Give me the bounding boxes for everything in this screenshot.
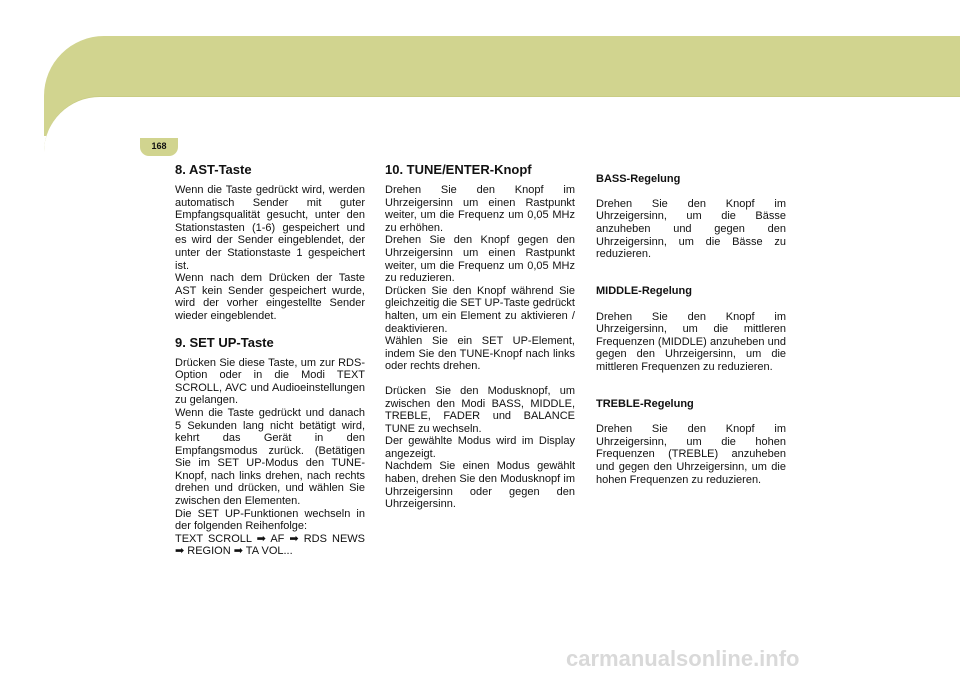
- bass-block: [596, 160, 786, 261]
- bass-text: Drehen Sie den Knopf im Uhrzeigersinn, um die Bässe anzuheben und gegen den Uhrzeigersinn, um die Bässe zu reduzieren.: [596, 197, 786, 261]
- section-text-setup: Drücken Sie diese Taste, um zur RDS-Option oder in die Modi TEXT SCROLL, AVC und Audioeinstellungen zu gelangen. Wenn die Taste gedrückt und danach 5 Sekunden lang nicht betätigt wird, kehrt das Gerät in den Empfangsmodus zurück. (Betätigen Sie im SET UP-Modus den TUNE-Knopf, nach links drehen, nach rechts drehen und drücken, und wählen Sie zwischen den Elementen. Die SET UP-Funktionen wechseln in der folgenden Reihenfolge: TEXT SCROLL ➡ AF ➡ RDS NEWS ➡ REGION ➡ TA VOL...: [175, 356, 365, 558]
- bass-title: BASS-Regelung: [596, 172, 681, 185]
- section-title-tune: 10. TUNE/ENTER-Knopf: [385, 162, 532, 177]
- treble-block: [596, 386, 786, 487]
- section-title-ast: 8. AST-Taste: [175, 162, 252, 177]
- page-number: 168: [140, 138, 178, 156]
- treble-text: Drehen Sie den Knopf im Uhrzeigersinn, um die hohen Frequenzen (TREBLE) anzuheben und gegen den Uhrzeigersinn, um die hohen Frequenzen zu reduzieren.: [596, 423, 786, 486]
- watermark: carmanualsonline.info: [566, 646, 800, 671]
- section-title-setup: 9. SET UP-Taste: [175, 334, 274, 350]
- middle-text: Drehen Sie den Knopf im Uhrzeigersinn, um die mittleren Frequenzen (MIDDLE) anzuheben und gegen den Uhrzeigersinn, um die mittleren Frequenzen zu reduzieren.: [596, 310, 786, 373]
- section-text-tune: Drehen Sie den Knopf im Uhrzeigersinn um einen Rastpunkt weiter, um die Frequenz um 0,05 MHz zu erhöhen. Drehen Sie den Knopf gegen den Uhrzeigersinn um einen Rastpunkt weiter, um die Frequenz um 0,05 MHz zu reduzieren. Drücken Sie den Knopf während Sie gleichzeitig die SET UP-Taste gedrückt halten, um ein Element zu aktivieren / deaktivieren. Wählen Sie ein SET UP-Element, indem Sie den TUNE-Knopf nach links oder rechts drehen.: [385, 184, 575, 373]
- section-text-mode: Drücken Sie den Modusknopf, um zwischen den Modi BASS, MIDDLE, TREBLE, FADER und BALANCE TUNE zu wechseln. Der gewählte Modus wird im Display angezeigt. Nachdem Sie einen Modus gewählt haben, drehen Sie den Modusknopf im Uhrzeigersinn oder gegen den Uhrzeigersinn.: [385, 384, 575, 511]
- column-2: [385, 160, 575, 523]
- middle-title: MIDDLE-Regelung: [596, 285, 692, 298]
- column-1: [175, 160, 365, 570]
- chapter-number: 1: [146, 106, 159, 131]
- section-text-ast: Wenn die Taste gedrückt wird, werden automatisch Sender mit guter Empfangsqualität gesucht, unter den Stationstasten (1-6) gespeichert und es wird der Sender eingeblendet, der unter der Stationstaste 1 gespeichert ist. Wenn nach dem Drücken der Taste AST kein Sender gespeichert wurde, wird der vorher eingestellte Sender wieder eingeblendet.: [175, 184, 365, 322]
- chapter-title: EIGENSCHAFTEN DES HYUNDAI: [163, 116, 318, 126]
- middle-block: [596, 273, 786, 374]
- treble-title: TREBLE-Regelung: [596, 398, 694, 411]
- column-3: [596, 160, 786, 498]
